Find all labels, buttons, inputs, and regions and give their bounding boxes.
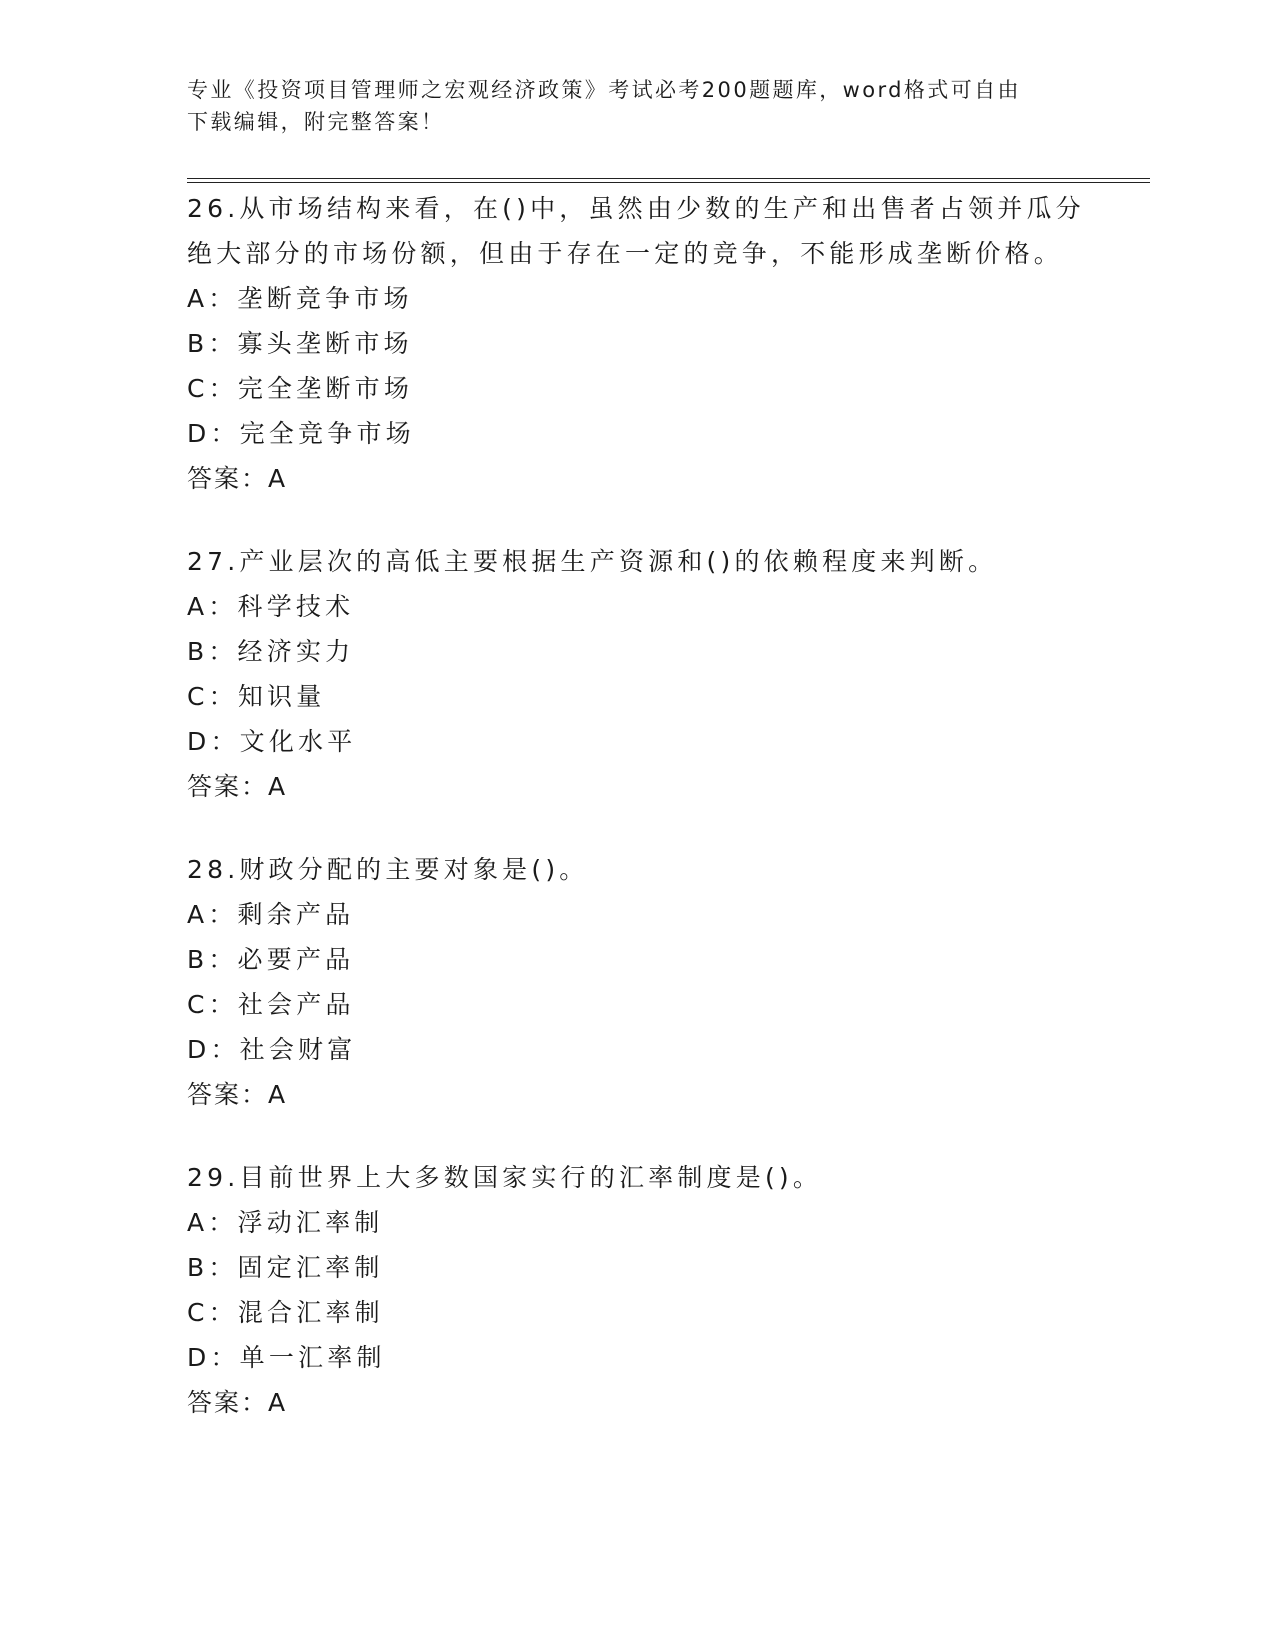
header-divider: [187, 178, 1150, 183]
question-list: [187, 186, 1087, 1425]
option-d: D：完全竞争市场: [187, 419, 415, 448]
question-spacer: [187, 501, 1087, 539]
option-d: D：单一汇率制: [187, 1343, 386, 1372]
document-header: [187, 74, 1067, 138]
question-stem: [187, 847, 1087, 892]
question-stem: [187, 186, 1087, 276]
question-spacer: [187, 809, 1087, 847]
header-intro-line-1: 专业《投资项目管理师之宏观经济政策》考试必考200题题库，word格式可自由: [187, 78, 1021, 102]
question-stem-line: 29.目前世界上大多数国家实行的汇率制度是()。: [187, 1163, 823, 1192]
question-item: [187, 1155, 1087, 1425]
option-d: D：文化水平: [187, 727, 357, 756]
question-item: [187, 539, 1087, 809]
option-c: C：社会产品: [187, 990, 355, 1019]
option-a: A：剩余产品: [187, 900, 355, 929]
answer-line: 答案：A: [187, 772, 288, 801]
header-intro-line-2: 下载编辑，附完整答案！: [187, 110, 445, 134]
question-stem-line: 27.产业层次的高低主要根据生产资源和()的依赖程度来判断。: [187, 547, 998, 576]
answer-line: 答案：A: [187, 1080, 288, 1109]
question-stem-line: 26.从市场结构来看，在()中，虽然由少数的生产和出售者占领并瓜分: [187, 194, 1085, 223]
option-d: D：社会财富: [187, 1035, 357, 1064]
divider-line-bottom: [187, 182, 1150, 183]
divider-line-top: [187, 178, 1150, 179]
question-stem-line: 绝大部分的市场份额，但由于存在一定的竞争，不能形成垄断价格。: [187, 239, 1064, 268]
question-stem-line: 28.财政分配的主要对象是()。: [187, 855, 589, 884]
answer-line: 答案：A: [187, 1388, 288, 1417]
option-c: C：完全垄断市场: [187, 374, 414, 403]
question-spacer: [187, 1117, 1087, 1155]
option-a: A：科学技术: [187, 592, 355, 621]
option-b: B：必要产品: [187, 945, 355, 974]
question-item: [187, 186, 1087, 501]
answer-line: 答案：A: [187, 464, 288, 493]
option-a: A：浮动汇率制: [187, 1208, 384, 1237]
option-b: B：经济实力: [187, 637, 355, 666]
question-stem: [187, 1155, 1087, 1200]
question-item: [187, 847, 1087, 1117]
question-stem: [187, 539, 1087, 584]
option-b: B：固定汇率制: [187, 1253, 384, 1282]
option-c: C：混合汇率制: [187, 1298, 384, 1327]
option-b: B：寡头垄断市场: [187, 329, 413, 358]
option-c: C：知识量: [187, 682, 326, 711]
option-a: A：垄断竞争市场: [187, 284, 413, 313]
